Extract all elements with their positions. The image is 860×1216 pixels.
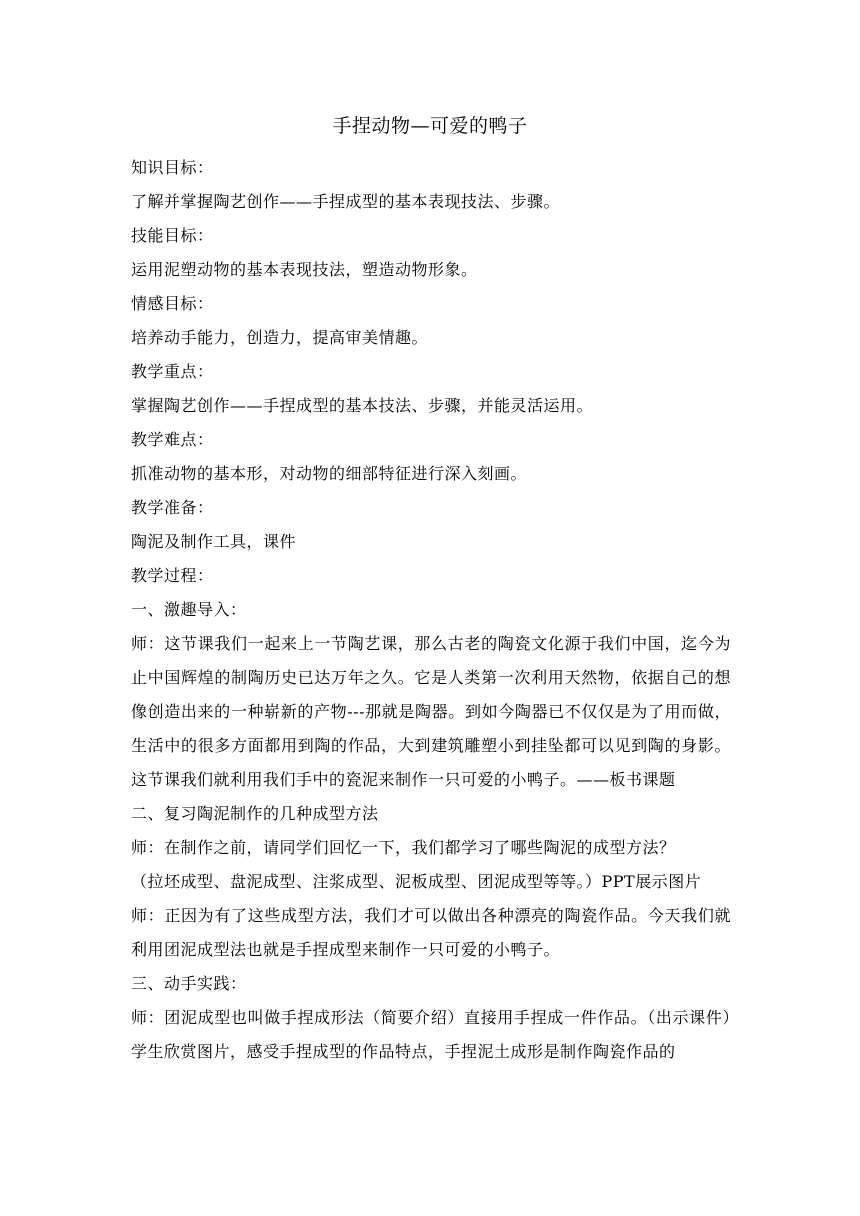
paragraph-practice: 师：团泥成型也叫做手捏成形法（简要介绍）直接用手捏成一件作品。（出示课件）学生欣赏图片，感受手捏成型的作品特点，手捏泥土成形是制作陶瓷作品的 — [131, 1008, 731, 1061]
heading-difficulty: 教学难点： — [131, 430, 214, 449]
section-heading-intro: 一、激趣导入： — [131, 600, 247, 619]
heading-skill-goal: 技能目标： — [131, 226, 214, 245]
paragraph-difficulty: 抓准动物的基本形，对动物的细部特征进行深入刻画。 — [131, 464, 528, 483]
paragraph-review-question: 师：在制作之前，请同学们回忆一下，我们都学习了哪些陶泥的成型方法？ — [131, 838, 676, 857]
section-heading-practice: 三、动手实践： — [131, 974, 247, 993]
heading-emotion-goal: 情感目标： — [131, 294, 214, 313]
heading-preparation: 教学准备： — [131, 498, 214, 517]
paragraph-preparation: 陶泥及制作工具，课件 — [131, 532, 297, 551]
heading-process: 教学过程： — [131, 566, 214, 585]
paragraph-review-summary: 师：正因为有了这些成型方法，我们才可以做出各种漂亮的陶瓷作品。今天我们就利用团泥成型法也就是手捏成型来制作一只可爱的小鸭子。 — [131, 906, 731, 959]
paragraph-review-methods: （拉坯成型、盘泥成型、注浆成型、泥板成型、团泥成型等等。）PPT展示图片 — [131, 872, 702, 891]
document-body — [131, 151, 731, 1069]
document-title: 手捏动物—可爱的鸭子 — [332, 115, 528, 137]
paragraph-knowledge-goal: 了解并掌握陶艺创作——手捏成型的基本表现技法、步骤。 — [131, 192, 561, 211]
heading-key-point: 教学重点： — [131, 362, 214, 381]
heading-knowledge-goal: 知识目标： — [131, 158, 214, 177]
paragraph-key-point: 掌握陶艺创作——手捏成型的基本技法、步骤，并能灵活运用。 — [131, 396, 594, 415]
paragraph-emotion-goal: 培养动手能力，创造力，提高审美情趣。 — [131, 328, 429, 347]
section-heading-review: 二、复习陶泥制作的几种成型方法 — [131, 804, 379, 823]
paragraph-intro: 师：这节课我们一起来上一节陶艺课，那么古老的陶瓷文化源于我们中国，迄今为止中国辉煌的制陶历史已达万年之久。它是人类第一次利用天然物，依据自己的想像创造出来的一种崭新的产物---那就是陶器。到如今陶器已不仅仅是为了用而做，生活中的很多方面都用到陶的作品，大到建筑雕塑小到挂坠都可以见到陶的身影。这节课我们就利用我们手中的瓷泥来制作一只可爱的小鸭子。——板书课题 — [131, 634, 731, 789]
paragraph-skill-goal: 运用泥塑动物的基本表现技法，塑造动物形象。 — [131, 260, 478, 279]
